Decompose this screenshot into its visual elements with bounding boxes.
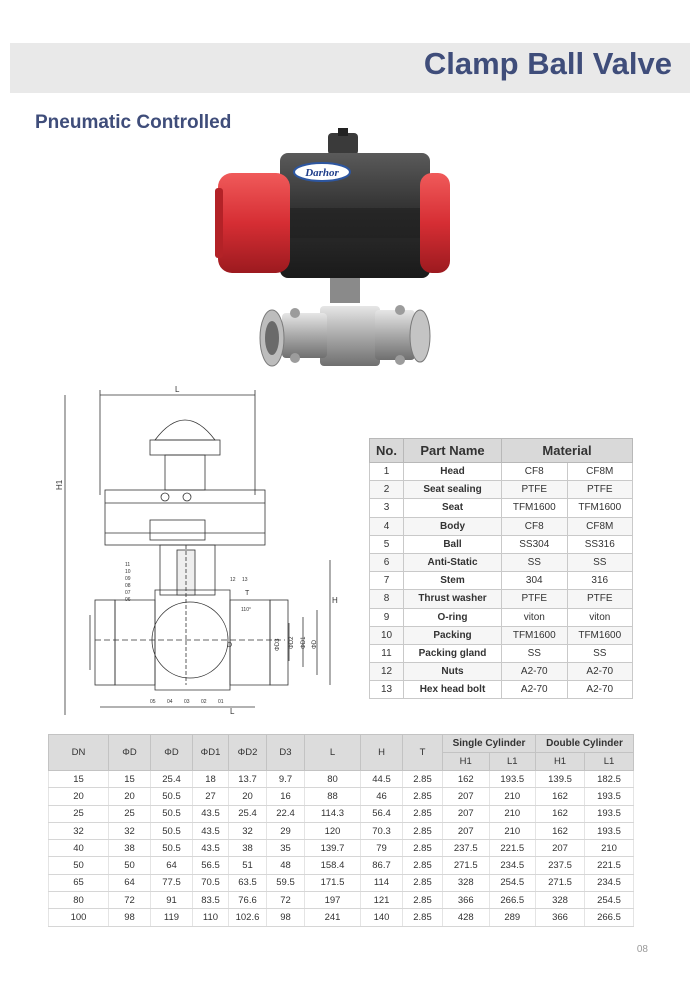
dimension-cell: 2.85 bbox=[403, 822, 443, 839]
dimension-cell: 100 bbox=[49, 909, 109, 926]
callout-10: 10 bbox=[125, 569, 131, 575]
parts-cell-material-1: TFM1600 bbox=[502, 499, 568, 517]
dimension-cell: 2.85 bbox=[403, 771, 443, 788]
parts-row bbox=[370, 572, 633, 590]
dimension-cell: 121 bbox=[361, 892, 403, 909]
parts-cell-name: Anti-Static bbox=[404, 553, 502, 571]
dim-subheader-double-h1: H1 bbox=[536, 753, 585, 771]
parts-cell-no: 12 bbox=[370, 663, 404, 681]
parts-cell-name: Head bbox=[404, 463, 502, 481]
dimension-cell: 193.5 bbox=[489, 771, 536, 788]
dimension-row bbox=[49, 771, 634, 788]
dimension-cell: 139.7 bbox=[305, 840, 361, 857]
parts-row bbox=[370, 590, 633, 608]
dimension-cell: 210 bbox=[489, 788, 536, 805]
dim-header-phid2: ΦD2 bbox=[229, 735, 267, 771]
dimension-cell: 56.4 bbox=[361, 805, 403, 822]
dimension-cell: 48 bbox=[267, 857, 305, 874]
valve-actuator-photo bbox=[210, 128, 450, 403]
dimension-cell: 64 bbox=[109, 874, 151, 891]
parts-cell-no: 8 bbox=[370, 590, 404, 608]
parts-cell-no: 11 bbox=[370, 644, 404, 662]
dimension-cell: 80 bbox=[49, 892, 109, 909]
dimension-cell: 234.5 bbox=[489, 857, 536, 874]
dim-header-l: L bbox=[305, 735, 361, 771]
parts-cell-name: Seat sealing bbox=[404, 481, 502, 499]
dimension-cell: 241 bbox=[305, 909, 361, 926]
parts-row bbox=[370, 553, 633, 571]
dimension-cell: 38 bbox=[229, 840, 267, 857]
dimension-cell: 328 bbox=[536, 892, 585, 909]
parts-cell-no: 9 bbox=[370, 608, 404, 626]
parts-cell-material-2: CF8M bbox=[567, 463, 633, 481]
dim-subheader-single-l1: L1 bbox=[489, 753, 536, 771]
page-subtitle: Pneumatic Controlled bbox=[35, 112, 232, 133]
dimension-cell: 63.5 bbox=[229, 874, 267, 891]
parts-cell-name: Nuts bbox=[404, 663, 502, 681]
parts-cell-name: Body bbox=[404, 517, 502, 535]
dimension-row bbox=[49, 874, 634, 891]
callout-11: 11 bbox=[125, 562, 131, 568]
dim-header-phid-b: ΦD bbox=[151, 735, 193, 771]
parts-cell-material-1: SS304 bbox=[502, 535, 568, 553]
dimension-cell: 102.6 bbox=[229, 909, 267, 926]
dimension-cell: 207 bbox=[443, 788, 490, 805]
dimension-cell: 98 bbox=[109, 909, 151, 926]
parts-row bbox=[370, 663, 633, 681]
dimension-cell: 207 bbox=[443, 805, 490, 822]
dimension-cell: 2.85 bbox=[403, 840, 443, 857]
dimension-cell: 2.85 bbox=[403, 805, 443, 822]
dimension-cell: 234.5 bbox=[585, 874, 634, 891]
dimension-cell: 110 bbox=[193, 909, 229, 926]
callout-04: 04 bbox=[167, 699, 173, 705]
parts-cell-material-2: CF8M bbox=[567, 517, 633, 535]
callout-06: 06 bbox=[125, 597, 131, 603]
dimension-cell: 50.5 bbox=[151, 805, 193, 822]
dimension-cell: 40 bbox=[49, 840, 109, 857]
parts-cell-no: 6 bbox=[370, 553, 404, 571]
callout-05: 05 bbox=[150, 699, 156, 705]
dimension-cell: 22.4 bbox=[267, 805, 305, 822]
parts-row bbox=[370, 626, 633, 644]
parts-cell-material-1: viton bbox=[502, 608, 568, 626]
dimension-cell: 162 bbox=[443, 771, 490, 788]
parts-header-material: Material bbox=[502, 439, 633, 463]
parts-cell-material-1: CF8 bbox=[502, 463, 568, 481]
dimension-cell: 221.5 bbox=[585, 857, 634, 874]
parts-cell-material-2: SS bbox=[567, 644, 633, 662]
dimension-cell: 18 bbox=[193, 771, 229, 788]
dimension-row bbox=[49, 909, 634, 926]
dimension-cell: 428 bbox=[443, 909, 490, 926]
parts-header-part: Part Name bbox=[404, 439, 502, 463]
dim-label-d: D bbox=[227, 642, 233, 649]
dim-label-d3: ΦD3 bbox=[275, 638, 281, 651]
dimension-cell: 237.5 bbox=[536, 857, 585, 874]
dimension-cell: 119 bbox=[151, 909, 193, 926]
dim-subheader-single-h1: H1 bbox=[443, 753, 490, 771]
dimension-cell: 193.5 bbox=[585, 822, 634, 839]
dimension-cell: 50 bbox=[109, 857, 151, 874]
dimension-cell: 70.5 bbox=[193, 874, 229, 891]
dimension-cell: 72 bbox=[267, 892, 305, 909]
dimension-row bbox=[49, 822, 634, 839]
dimension-cell: 271.5 bbox=[536, 874, 585, 891]
dimension-cell: 2.85 bbox=[403, 909, 443, 926]
dim-header-phid-a: ΦD bbox=[109, 735, 151, 771]
dim-label-h1: H1 bbox=[55, 479, 64, 490]
dimension-cell: 86.7 bbox=[361, 857, 403, 874]
parts-cell-material-1: TFM1600 bbox=[502, 626, 568, 644]
dimension-cell: 50 bbox=[49, 857, 109, 874]
parts-cell-material-2: PTFE bbox=[567, 590, 633, 608]
dimension-cell: 328 bbox=[443, 874, 490, 891]
parts-cell-material-1: SS bbox=[502, 644, 568, 662]
parts-cell-name: Seat bbox=[404, 499, 502, 517]
dimension-row bbox=[49, 892, 634, 909]
page-title: Clamp Ball Valve bbox=[423, 46, 672, 81]
parts-row bbox=[370, 463, 633, 481]
dim-label-d2: ΦD2 bbox=[289, 636, 295, 649]
dimension-cell: 76.6 bbox=[229, 892, 267, 909]
dimension-cell: 162 bbox=[536, 822, 585, 839]
dimension-cell: 266.5 bbox=[489, 892, 536, 909]
parts-row bbox=[370, 608, 633, 626]
dimension-cell: 266.5 bbox=[585, 909, 634, 926]
dimension-cell: 210 bbox=[489, 822, 536, 839]
dimension-cell: 79 bbox=[361, 840, 403, 857]
callout-02: 02 bbox=[201, 699, 207, 705]
dimension-cell: 32 bbox=[49, 822, 109, 839]
dimension-cell: 50.5 bbox=[151, 840, 193, 857]
parts-cell-material-1: CF8 bbox=[502, 517, 568, 535]
parts-cell-material-2: PTFE bbox=[567, 481, 633, 499]
dim-header-h: H bbox=[361, 735, 403, 771]
dimension-cell: 59.5 bbox=[267, 874, 305, 891]
dimension-cell: 44.5 bbox=[361, 771, 403, 788]
dimension-row bbox=[49, 840, 634, 857]
dimension-cell: 207 bbox=[443, 822, 490, 839]
dimension-cell: 88 bbox=[305, 788, 361, 805]
dimension-cell: 271.5 bbox=[443, 857, 490, 874]
parts-cell-name: Thrust washer bbox=[404, 590, 502, 608]
parts-cell-no: 1 bbox=[370, 463, 404, 481]
parts-cell-material-2: SS bbox=[567, 553, 633, 571]
dimension-cell: 20 bbox=[49, 788, 109, 805]
parts-cell-no: 4 bbox=[370, 517, 404, 535]
parts-cell-material-2: SS316 bbox=[567, 535, 633, 553]
dimension-cell: 83.5 bbox=[193, 892, 229, 909]
dimension-cell: 25.4 bbox=[151, 771, 193, 788]
dimension-cell: 193.5 bbox=[585, 788, 634, 805]
dimension-cell: 43.5 bbox=[193, 822, 229, 839]
callout-03: 03 bbox=[184, 699, 190, 705]
dimension-cell: 38 bbox=[109, 840, 151, 857]
parts-cell-material-2: TFM1600 bbox=[567, 499, 633, 517]
parts-cell-name: Packing gland bbox=[404, 644, 502, 662]
dimension-cell: 114 bbox=[361, 874, 403, 891]
dimension-cell: 43.5 bbox=[193, 805, 229, 822]
parts-row bbox=[370, 481, 633, 499]
dimension-cell: 51 bbox=[229, 857, 267, 874]
dimension-cell: 140 bbox=[361, 909, 403, 926]
dimension-cell: 2.85 bbox=[403, 857, 443, 874]
dimension-cell: 366 bbox=[536, 909, 585, 926]
parts-cell-no: 2 bbox=[370, 481, 404, 499]
dimension-cell: 139.5 bbox=[536, 771, 585, 788]
dimension-cell: 162 bbox=[536, 805, 585, 822]
callout-08: 08 bbox=[125, 583, 131, 589]
dimension-cell: 35 bbox=[267, 840, 305, 857]
dimension-cell: 197 bbox=[305, 892, 361, 909]
dimension-row bbox=[49, 805, 634, 822]
dimension-cell: 50.5 bbox=[151, 788, 193, 805]
dimension-cell: 207 bbox=[536, 840, 585, 857]
parts-cell-material-1: 304 bbox=[502, 572, 568, 590]
dim-label-t: T bbox=[245, 590, 250, 597]
dim-header-t: T bbox=[403, 735, 443, 771]
dimension-cell: 162 bbox=[536, 788, 585, 805]
dim-label-l-bottom: L bbox=[230, 707, 235, 715]
dimension-cell: 32 bbox=[229, 822, 267, 839]
parts-cell-no: 13 bbox=[370, 681, 404, 699]
parts-cell-name: O-ring bbox=[404, 608, 502, 626]
dimension-cell: 27 bbox=[193, 788, 229, 805]
parts-row bbox=[370, 681, 633, 699]
dimension-cell: 13.7 bbox=[229, 771, 267, 788]
parts-table bbox=[369, 438, 633, 699]
parts-cell-material-1: A2-70 bbox=[502, 663, 568, 681]
callout-07: 07 bbox=[125, 590, 131, 596]
dim-subheader-double-l1: L1 bbox=[585, 753, 634, 771]
dim-label-l-top: L bbox=[175, 385, 180, 394]
parts-cell-material-1: PTFE bbox=[502, 481, 568, 499]
dimension-cell: 2.85 bbox=[403, 874, 443, 891]
dimension-cell: 20 bbox=[229, 788, 267, 805]
parts-cell-no: 10 bbox=[370, 626, 404, 644]
parts-cell-material-2: A2-70 bbox=[567, 663, 633, 681]
callout-01: 01 bbox=[218, 699, 224, 705]
dimension-row bbox=[49, 857, 634, 874]
dim-header-phid1: ΦD1 bbox=[193, 735, 229, 771]
dimension-cell: 221.5 bbox=[489, 840, 536, 857]
dimension-cell: 9.7 bbox=[267, 771, 305, 788]
dimension-cell: 171.5 bbox=[305, 874, 361, 891]
dimension-cell: 237.5 bbox=[443, 840, 490, 857]
parts-cell-material-2: 316 bbox=[567, 572, 633, 590]
dimension-cell: 15 bbox=[109, 771, 151, 788]
parts-cell-no: 5 bbox=[370, 535, 404, 553]
dimension-row bbox=[49, 788, 634, 805]
parts-cell-material-1: SS bbox=[502, 553, 568, 571]
dimension-cell: 32 bbox=[109, 822, 151, 839]
dimension-cell: 114.3 bbox=[305, 805, 361, 822]
dimension-cell: 50.5 bbox=[151, 822, 193, 839]
dimension-cell: 254.5 bbox=[489, 874, 536, 891]
dimension-cell: 56.5 bbox=[193, 857, 229, 874]
brand-logo: Darhor bbox=[305, 167, 339, 179]
dimension-cell: 72 bbox=[109, 892, 151, 909]
dimension-cell: 254.5 bbox=[585, 892, 634, 909]
dimension-cell: 120 bbox=[305, 822, 361, 839]
dimension-cell: 25 bbox=[49, 805, 109, 822]
callout-13: 13 bbox=[242, 577, 248, 583]
dim-label-h: H bbox=[332, 596, 338, 605]
dimension-cell: 158.4 bbox=[305, 857, 361, 874]
dim-label-angle: 110° bbox=[241, 607, 251, 613]
dim-header-d3: D3 bbox=[267, 735, 305, 771]
parts-row bbox=[370, 499, 633, 517]
dimension-table bbox=[48, 734, 634, 927]
callout-09: 09 bbox=[125, 576, 131, 582]
dimension-cell: 210 bbox=[489, 805, 536, 822]
parts-header-no: No. bbox=[370, 439, 404, 463]
dimension-cell: 16 bbox=[267, 788, 305, 805]
parts-cell-material-1: PTFE bbox=[502, 590, 568, 608]
dimension-cell: 77.5 bbox=[151, 874, 193, 891]
dim-header-single-cylinder: Single Cylinder bbox=[443, 735, 536, 753]
dimension-cell: 46 bbox=[361, 788, 403, 805]
dimension-cell: 80 bbox=[305, 771, 361, 788]
dim-header-dn: DN bbox=[49, 735, 109, 771]
page-number: 08 bbox=[636, 944, 648, 955]
parts-row bbox=[370, 535, 633, 553]
parts-cell-name: Hex head bolt bbox=[404, 681, 502, 699]
dimension-cell: 182.5 bbox=[585, 771, 634, 788]
dimension-cell: 210 bbox=[585, 840, 634, 857]
dimension-cell: 366 bbox=[443, 892, 490, 909]
dimension-cell: 98 bbox=[267, 909, 305, 926]
parts-cell-material-2: A2-70 bbox=[567, 681, 633, 699]
dimension-cell: 64 bbox=[151, 857, 193, 874]
dimension-cell: 289 bbox=[489, 909, 536, 926]
dimension-cell: 70.3 bbox=[361, 822, 403, 839]
dim-label-d1: ΦD1 bbox=[301, 636, 307, 649]
dimension-cell: 29 bbox=[267, 822, 305, 839]
dimension-cell: 20 bbox=[109, 788, 151, 805]
callout-12: 12 bbox=[230, 577, 236, 583]
parts-row bbox=[370, 644, 633, 662]
dimension-cell: 65 bbox=[49, 874, 109, 891]
dimension-cell: 91 bbox=[151, 892, 193, 909]
valve-section-drawing bbox=[55, 385, 345, 715]
dimension-cell: 43.5 bbox=[193, 840, 229, 857]
dim-label-phid: ΦD bbox=[312, 639, 318, 649]
parts-cell-name: Stem bbox=[404, 572, 502, 590]
parts-cell-name: Packing bbox=[404, 626, 502, 644]
dimension-cell: 2.85 bbox=[403, 788, 443, 805]
parts-cell-material-2: TFM1600 bbox=[567, 626, 633, 644]
dimension-cell: 2.85 bbox=[403, 892, 443, 909]
parts-cell-no: 7 bbox=[370, 572, 404, 590]
dim-header-double-cylinder: Double Cylinder bbox=[536, 735, 634, 753]
parts-row bbox=[370, 517, 633, 535]
parts-cell-material-1: A2-70 bbox=[502, 681, 568, 699]
dimension-cell: 25 bbox=[109, 805, 151, 822]
dimension-cell: 193.5 bbox=[585, 805, 634, 822]
dimension-cell: 25.4 bbox=[229, 805, 267, 822]
parts-cell-no: 3 bbox=[370, 499, 404, 517]
parts-cell-material-2: viton bbox=[567, 608, 633, 626]
dimension-cell: 15 bbox=[49, 771, 109, 788]
parts-cell-name: Ball bbox=[404, 535, 502, 553]
